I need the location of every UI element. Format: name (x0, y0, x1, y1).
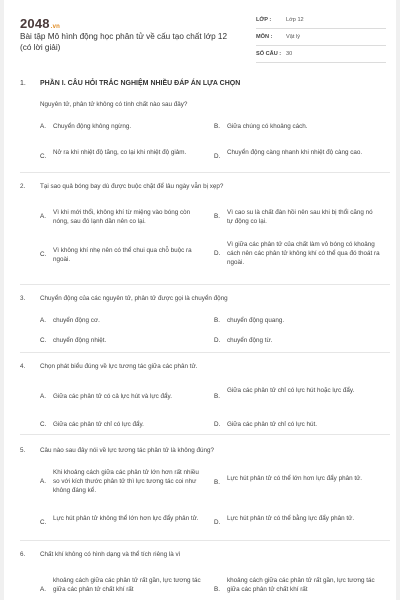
document-header (4, 0, 396, 64)
document-page: 2048.vn Bài tập Mô hình động học phân tử về cấu tạo chất lớp 12 (có lời giải) LỚP : Lớp 12 MÔN : Vật lý SỐ CÂU : 30 1. PHẦN I. CÂU HỎI TRẮC NGHIỆM NHIỀU ĐÁP ÁN LỰA CHỌN Nguyên tử, phân tử không có tính chất nào sau đây? A. Chuyển động không ngừng. B. Giữa chúng có khoảng cách. C. Nở ra khi nhiệt độ tăng, co lại khi nhiệt độ giảm. D. Chuyển động càng nhanh khi nhiệt độ càng cao. 2. Tại sao quả bóng bay dù được buộc chặt để lâu ngày vẫn bị xẹp? A. Vì khi mới thổi, không khí từ miệng vào bóng còn nóng, sau đó lạnh dần nên co lại. B. Vì cao su là chất đàn hồi nên sau khi bị thổi căng nó tự động co lại. C. Vì không khí nhẹ nên có thể chui qua chỗ buộc ra ngoài. D. Vì giữa các phân tử của chất làm vỏ bóng có khoảng cách nên các phân tử không khí có thể qua đó thoát ra ngoài. 3. Chuyển động của các nguyên tử, phân tử được gọi là chuyển động A. chuyển động cơ. B. chuyển động quang. C. chuyển động nhiệt. D. chuyển động từ. 4. Chọn phát biểu đúng về lực tương tác giữa các phân tử. A. Giữa các phân tử có cả lực hút và lực đẩy. B. Giữa các phân tử chỉ có lực hút hoặc lực đẩy. C. Giữa các phân tử chỉ có lực đẩy. D. Giữa các phân tử chỉ có lực hút. 5. Câu nào sau đây nói về lực tương tác phân tử là không đúng? A. Khi khoảng cách giữa các phân tử lớn hơn rất nhiều so với kích thước phân tử thì lực tương tác coi như không đáng kể. B. Lực hút phân tử có thể lớn hơn lực đẩy phân tử. C. Lực hút phân tử không thể lớn hơn lực đẩy phân tử. D. Lực hút phân tử có thể bằng lực đẩy phân tử. 6. Chất khí không có hình dạng và thể tích riêng là vì A. khoảng cách giữa các phân tử rất gần, lực tương tác giữa các phân tử chất khí rất B. khoảng cách giữa các phân tử rất gần, lực tương tác giữa các phân tử chất khí rất (4, 0, 396, 600)
document-meta (256, 14, 386, 65)
divider (20, 434, 390, 435)
divider (20, 172, 390, 173)
meta-question-count: SỐ CÂU : 30 (256, 48, 386, 63)
site-logo[interactable]: 2048.vn (20, 16, 61, 31)
document-title: Bài tập Mô hình động học phân tử về cấu tạo chất lớp 12 (có lời giải) (20, 32, 228, 52)
meta-subject: MÔN : Vật lý (256, 31, 386, 46)
divider (20, 284, 390, 285)
divider (20, 352, 390, 353)
section-heading: 1. PHẦN I. CÂU HỎI TRẮC NGHIỆM NHIỀU ĐÁP ÁN LỰA CHỌN (20, 80, 241, 87)
divider (20, 540, 390, 541)
meta-class: LỚP : Lớp 12 (256, 14, 386, 29)
